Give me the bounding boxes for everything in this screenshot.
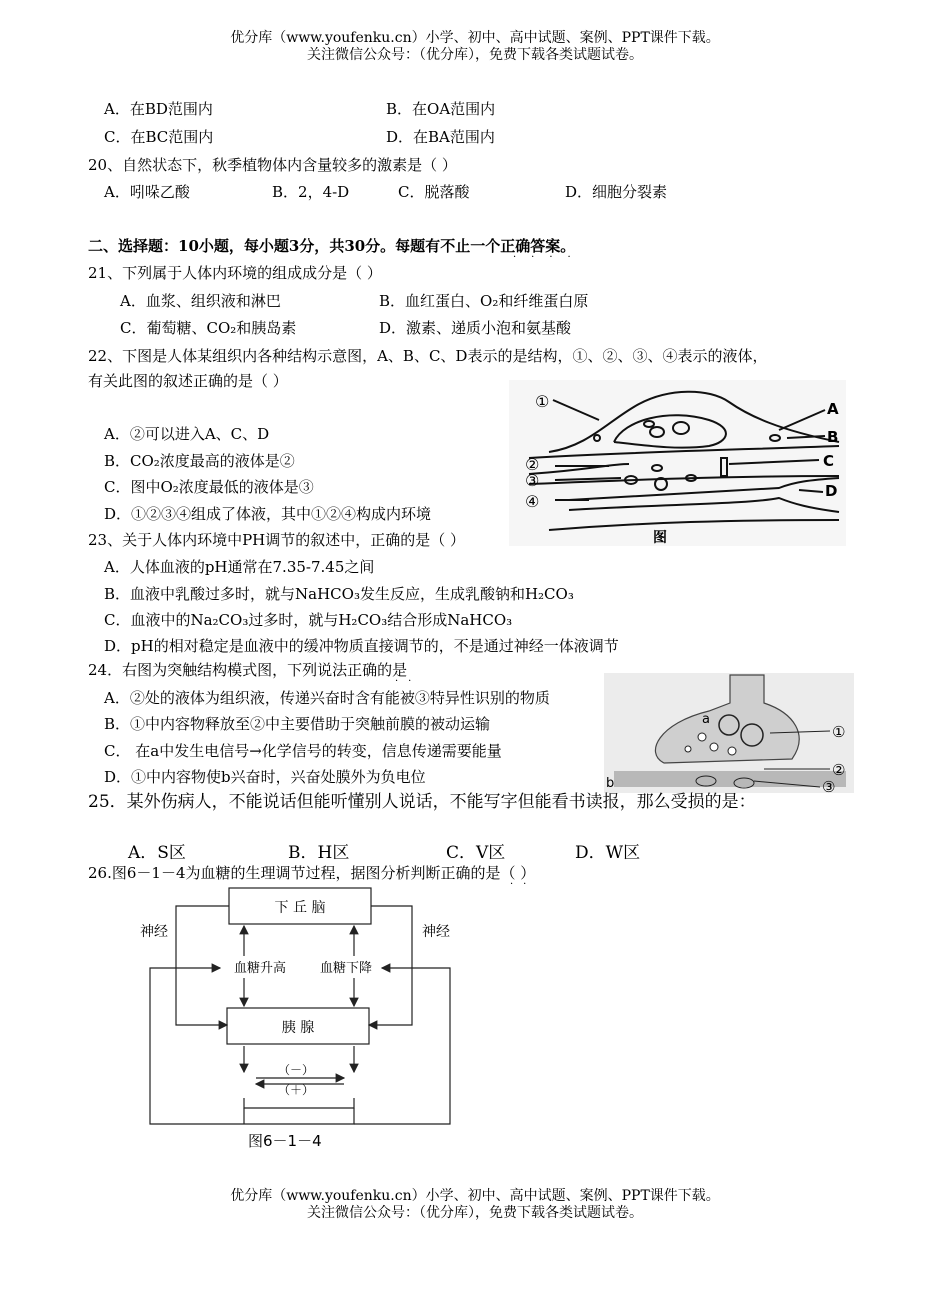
synapse-label-1: ① <box>832 723 846 741</box>
fig-label-a: A <box>827 400 839 418</box>
q20-option-b: B．2，4-D <box>272 183 350 201</box>
fig-label-2: ② <box>525 455 540 474</box>
fig-caption: 图 <box>653 530 667 546</box>
q24-option-c: C． 在a中发生电信号→化学信号的转变，信息传递需要能量 <box>104 742 502 760</box>
q22-stem-1: 22、下图是人体某组织内各种结构示意图，A、B、C、D表示的是结构，①、②、③、④表示的液体， <box>88 347 768 365</box>
q25-stem: 25．某外伤病人，不能说话但能听懂别人说话，不能写字但能看书读报，那么受损的是： <box>88 792 756 812</box>
tissue-structure-figure <box>509 380 846 546</box>
q19-option-a: A．在BD范围内 <box>104 100 213 118</box>
fig-label-d: D <box>825 482 838 500</box>
q22-option-b: B．CO₂浓度最高的液体是② <box>104 452 295 470</box>
q25-option-d: D．W区 <box>575 843 641 863</box>
section-2-title <box>88 236 575 256</box>
q23-stem: 23、关于人体内环境中PH调节的叙述中，正确的是（ ） <box>88 531 466 549</box>
plus-label: （＋） <box>278 1083 315 1097</box>
q19-option-d: D．在BA范围内 <box>386 128 495 146</box>
q21-option-c: C．葡萄糖、CO₂和胰岛素 <box>120 319 297 337</box>
header-line-1: 优分库（www.youfenku.cn）小学、初中、高中试题、案例、PPT课件下载。 <box>230 30 720 46</box>
section-title-main: 二、选择题：10小题，每小题3分，共30分。每题有 <box>88 237 441 255</box>
q21-option-b: B．血红蛋白、O₂和纤维蛋白原 <box>379 292 589 310</box>
q24-stem-emphasis: 正确 <box>347 661 378 679</box>
q20-option-d: D．细胞分裂素 <box>565 183 668 201</box>
q24-option-d: D．①中内容物使b兴奋时，兴奋处膜外为负电位 <box>104 768 426 786</box>
minus-label: （－） <box>278 1063 315 1077</box>
synapse-label-2: ② <box>832 761 846 779</box>
footer-line-1: 优分库（www.youfenku.cn）小学、初中、高中试题、案例、PPT课件下载。 <box>230 1188 720 1204</box>
q25-option-b: B．H区 <box>288 843 350 863</box>
q25-option-c: C．V区 <box>446 843 506 863</box>
nerve-left-label: 神经 <box>140 924 168 940</box>
q22-option-a: A．②可以进入A、C、D <box>104 425 270 443</box>
q19-option-b: B．在OA范围内 <box>386 100 496 118</box>
q24-stem-pre: 24．右图为突触结构模式图，下列说法 <box>88 661 348 679</box>
sugar-up-label: 血糖升高 <box>234 961 287 976</box>
q23-option-c: C．血液中的Na₂CO₃过多时，就与H₂CO₃结合形成NaHCO₃ <box>104 611 513 629</box>
q25-option-a: A．S区 <box>128 843 186 863</box>
section-title-emphasis: 不止一个 <box>440 237 501 255</box>
diagram-caption: 图6－1－4 <box>248 1132 322 1150</box>
q23-option-d: D．pH的相对稳定是血液中的缓冲物质直接调节的，不是通过神经一体液调节 <box>104 637 619 655</box>
q20-stem: 20、自然状态下，秋季植物体内含量较多的激素是（ ） <box>88 156 457 174</box>
pancreas-label: 胰 腺 <box>281 1020 315 1036</box>
section-title-tail: 正确答案。 <box>500 237 576 255</box>
q23-option-a: A．人体血液的pH通常在7.35-7.45之间 <box>104 558 375 576</box>
hypothalamus-label: 下 丘 脑 <box>274 900 326 916</box>
q24-stem <box>88 660 407 680</box>
q23-option-b: B．血液中乳酸过多时，就与NaHCO₃发生反应，生成乳酸钠和H₂CO₃ <box>104 585 574 603</box>
fig-label-1: ① <box>535 392 550 411</box>
q26-stem <box>88 863 535 883</box>
fig-label-c: C <box>823 452 835 470</box>
q24-option-b: B．①中内容物释放至②中主要借助于突触前膜的被动运输 <box>104 715 491 733</box>
synapse-label-b: b <box>606 776 615 791</box>
blood-sugar-diagram <box>130 884 470 1154</box>
footer-line-2: 关注微信公众号：（优分库），免费下载各类试题试卷。 <box>307 1205 643 1221</box>
q22-stem-2: 有关此图的叙述正确的是（ ） <box>88 372 288 390</box>
emphasis-dots: ···· <box>513 252 586 263</box>
synapse-figure <box>604 673 854 793</box>
fig-label-b: B <box>827 428 839 446</box>
q22-option-c: C．图中O₂浓度最低的液体是③ <box>104 478 314 496</box>
q21-stem: 21、下列属于人体内环境的组成成分是（ ） <box>88 264 382 282</box>
q20-option-a: A．吲哚乙酸 <box>104 183 190 201</box>
q21-option-d: D．激素、递质小泡和氨基酸 <box>379 319 572 337</box>
q24-emphasis-dots: ·· <box>395 676 422 687</box>
synapse-label-3: ③ <box>822 778 836 793</box>
q26-emphasis-dots: ·· <box>510 879 537 890</box>
q22-option-d: D．①②③④组成了体液，其中①②④构成内环境 <box>104 505 432 523</box>
q26-stem-emphasis: 正确 <box>440 864 471 882</box>
q21-option-a: A．血浆、组织液和淋巴 <box>120 292 281 310</box>
header-line-2: 关注微信公众号：（优分库），免费下载各类试题试卷。 <box>307 47 643 63</box>
q20-option-c: C．脱落酸 <box>398 183 470 201</box>
fig-label-4: ④ <box>525 492 540 511</box>
fig-label-3: ③ <box>525 471 540 490</box>
q24-stem-post: 的是 <box>377 661 408 679</box>
nerve-right-label: 神经 <box>422 924 450 940</box>
sugar-down-label: 血糖下降 <box>320 961 373 976</box>
q24-option-a: A．②处的液体为组织液，传递兴奋时含有能被③特异性识别的物质 <box>104 689 550 707</box>
q26-stem-post: 的是（ ） <box>470 864 536 882</box>
q26-stem-pre: 26.图6－1－4为血糖的生理调节过程，据图分析判断 <box>88 864 441 882</box>
synapse-label-a: a <box>702 712 710 727</box>
q19-option-c: C．在BC范围内 <box>104 128 214 146</box>
